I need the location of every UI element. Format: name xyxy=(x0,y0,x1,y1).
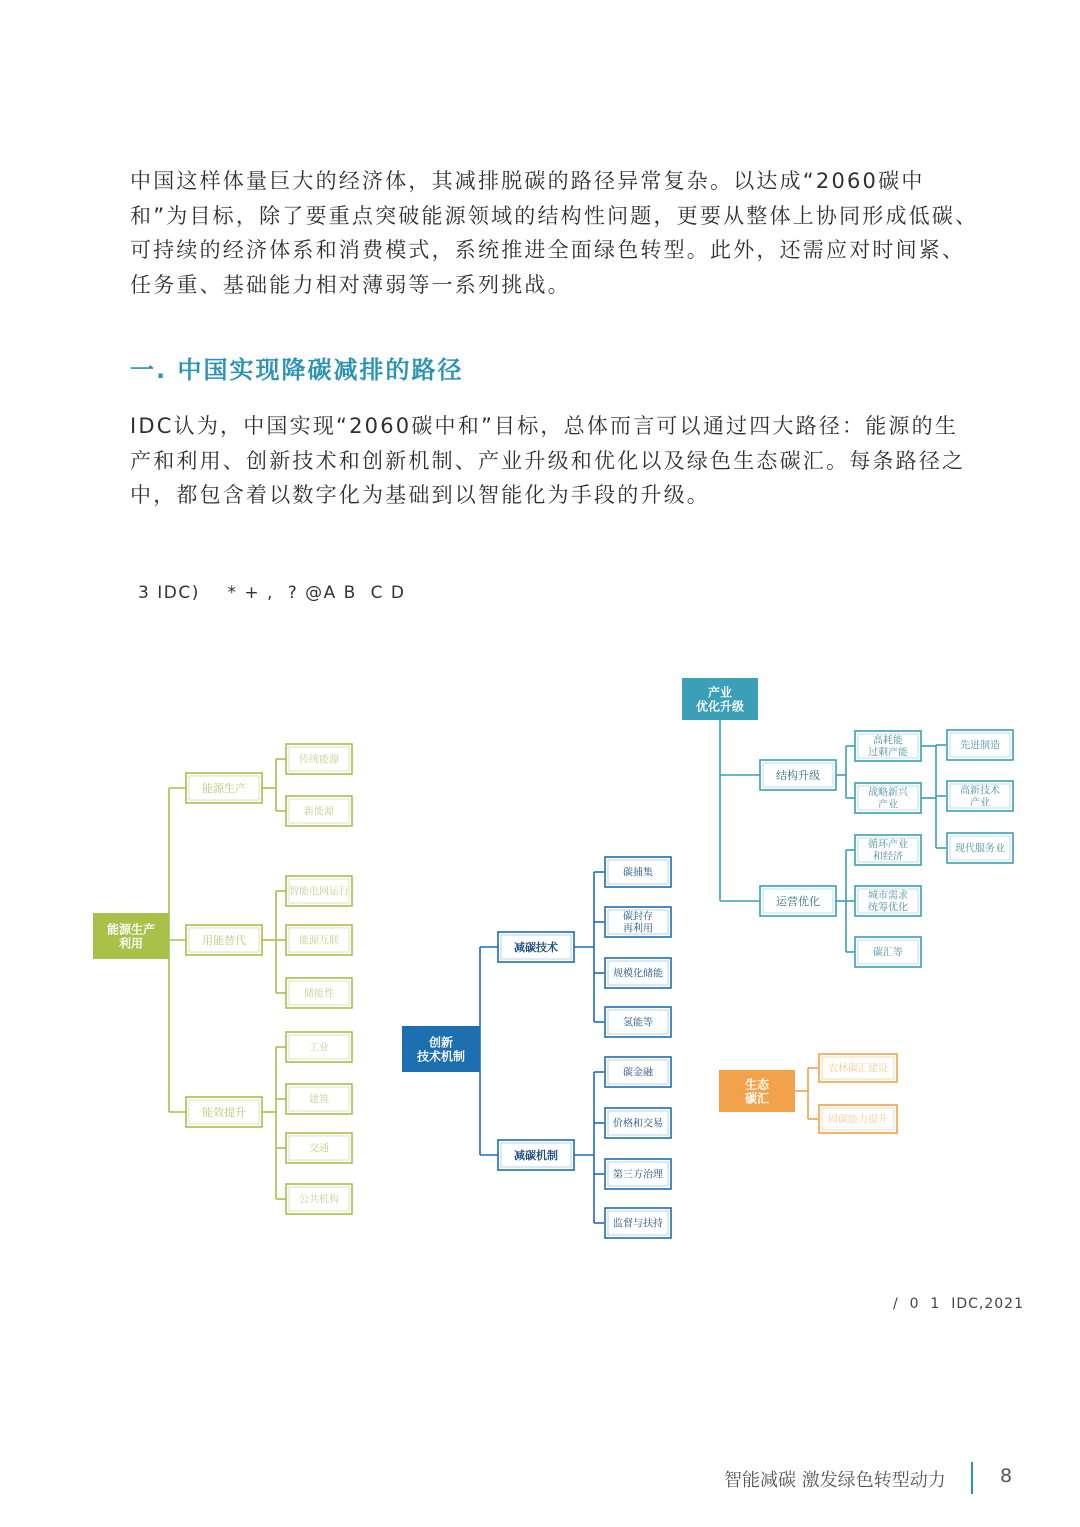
innovation-leaf-node xyxy=(605,1159,671,1189)
industry-leaf-node-label: 过剩产能 xyxy=(868,747,908,759)
industry-leaf-node-label: 战略新兴 xyxy=(868,787,908,799)
intro-paragraph: 中国这样体量巨大的经济体，其减排脱碳的路径异常复杂。以达成“2060碳中和”为目标，除了要重点突破能源领域的结构性问题，更要从整体上协同形成低碳、可持续的经济体系和消费模式，系统推进全面绿色转型。此外，还需应对时间紧、任务重、基础能力相对薄弱等一系列挑战。 xyxy=(130,169,979,297)
industry-leaf-node-label: 和经济 xyxy=(873,851,903,863)
energy-branch-node xyxy=(186,925,262,955)
ecology-root-node xyxy=(719,1070,795,1112)
innovation-leaf-node-label: 规模化储能 xyxy=(613,968,663,980)
energy-leaf-node xyxy=(286,925,352,955)
industry-far-leaf-node xyxy=(947,730,1013,760)
innovation-leaf-node-label: 第三方治理 xyxy=(613,1169,663,1181)
innovation-leaf-node-label: 监督与扶持 xyxy=(613,1218,663,1230)
energy-leaf-node xyxy=(286,1133,352,1163)
energy-leaf-node xyxy=(286,1032,352,1062)
innovation-leaf-node xyxy=(605,857,671,887)
energy-leaf-node xyxy=(286,876,352,906)
industry-leaf-node xyxy=(855,886,921,916)
industry-branch-node xyxy=(760,886,836,916)
energy-root-node-label: 利用 xyxy=(118,936,144,951)
energy-leaf-node xyxy=(286,1184,352,1214)
industry-root-node xyxy=(682,678,758,720)
ecology-leaf-node-label: 固碳能力提升 xyxy=(828,1114,888,1126)
innovation-leaf-node-label: 碳金融 xyxy=(623,1067,653,1079)
energy-branch-node xyxy=(186,1097,262,1127)
industry-leaf-node-label: 城市需求 xyxy=(868,890,908,902)
carbon-reduction-path-diagram xyxy=(0,640,1080,1240)
energy-leaf-node-label: 公共机构 xyxy=(299,1194,339,1206)
energy-branch-node-label: 用能替代 xyxy=(202,933,246,947)
industry-far-leaf-node xyxy=(947,833,1013,863)
ecology-leaf-node xyxy=(819,1054,897,1082)
energy-branch-node xyxy=(186,773,262,803)
energy-leaf-node-label: 建筑 xyxy=(309,1094,329,1106)
ecology-root-node-label: 碳汇 xyxy=(744,1091,770,1106)
energy-leaf-node-label: 智能电网运行 xyxy=(289,886,349,898)
innovation-leaf-node xyxy=(605,958,671,988)
innovation-leaf-node xyxy=(605,1007,671,1037)
industry-leaf-node-label: 碳汇等 xyxy=(873,947,903,959)
innovation-leaf-node-label: 碳捕集 xyxy=(623,867,653,879)
idc-paragraph: IDC认为，中国实现“2060碳中和”目标，总体而言可以通过四大路径：能源的生产和利用、创新技术和创新机制、产业升级和优化以及绿色生态碳汇。每条路径之中，都包含着以数字化为基础到以智能化为手段的升级。 xyxy=(130,414,966,507)
section-heading: 一. 中国实现降碳减排的路径 xyxy=(130,356,464,384)
page-number: 8 xyxy=(1000,1465,1013,1487)
industry-leaf-node-label: 高耗能 xyxy=(873,735,903,747)
industry-leaf-node xyxy=(855,937,921,967)
innovation-root-node-label: 创新 xyxy=(428,1035,454,1050)
innovation-leaf-node xyxy=(605,1108,671,1138)
innovation-leaf-node xyxy=(605,1208,671,1238)
ecology-root-node-label: 生态 xyxy=(744,1077,770,1092)
energy-branch-node-label: 能源生产 xyxy=(202,781,246,795)
industry-leaf-node xyxy=(855,835,921,865)
energy-leaf-node xyxy=(286,1084,352,1114)
innovation-root-node xyxy=(402,1026,480,1072)
energy-leaf-node-label: 能源互联 xyxy=(299,935,339,947)
innovation-branch-node xyxy=(498,932,574,962)
industry-branch-node xyxy=(760,760,836,790)
energy-leaf-node-label: 工业 xyxy=(309,1042,329,1054)
innovation-root-node-label: 技术机制 xyxy=(416,1049,466,1064)
energy-leaf-node xyxy=(286,978,352,1008)
energy-leaf-node xyxy=(286,796,352,826)
energy-leaf-node xyxy=(286,744,352,774)
industry-leaf-node xyxy=(855,731,921,761)
innovation-leaf-node-label: 价格和交易 xyxy=(613,1118,663,1130)
innovation-leaf-node-label: 再利用 xyxy=(623,923,653,935)
energy-root-node-label: 能源生产 xyxy=(106,922,156,937)
industry-far-leaf-node-label: 产业 xyxy=(970,797,990,809)
innovation-branch-node-label: 减碳机制 xyxy=(514,1148,558,1162)
industry-leaf-node xyxy=(855,783,921,813)
energy-leaf-node-label: 传统能源 xyxy=(299,754,339,766)
industry-far-leaf-node-label: 现代服务业 xyxy=(955,843,1005,855)
industry-leaf-node-label: 统筹优化 xyxy=(868,902,908,914)
ecology-leaf-node xyxy=(819,1105,897,1133)
energy-root-node xyxy=(93,913,169,959)
industry-leaf-node-label: 循环产业 xyxy=(868,839,908,851)
innovation-branch-node xyxy=(498,1140,574,1170)
industry-branch-node-label: 结构升级 xyxy=(776,768,820,782)
energy-branch-node-label: 能效提升 xyxy=(202,1105,246,1119)
industry-root-node-label: 产业 xyxy=(707,685,733,700)
industry-far-leaf-node-label: 高新技术 xyxy=(960,785,1000,797)
ecology-leaf-node-label: 农林碳汇建设 xyxy=(828,1063,888,1075)
footer-divider xyxy=(971,1462,973,1494)
industry-far-leaf-node xyxy=(947,781,1013,811)
innovation-leaf-node-label: 氢能等 xyxy=(623,1017,653,1029)
industry-leaf-node-label: 产业 xyxy=(878,799,898,811)
innovation-branch-node-label: 减碳技术 xyxy=(514,940,558,954)
energy-leaf-node-label: 新能源 xyxy=(304,806,334,818)
energy-leaf-node-label: 储能性 xyxy=(304,988,334,1000)
energy-leaf-node-label: 交通 xyxy=(309,1143,329,1155)
footer-report-title: 智能减碳 激发绿色转型动力 xyxy=(724,1470,946,1491)
industry-far-leaf-node-label: 先进制造 xyxy=(960,740,1000,752)
industry-root-node-label: 优化升级 xyxy=(695,699,745,714)
innovation-leaf-node xyxy=(605,1057,671,1087)
figure-caption: 3 IDC) * + , ? @A B C D xyxy=(138,583,406,603)
industry-branch-node-label: 运营优化 xyxy=(776,894,820,908)
innovation-leaf-node-label: 碳封存 xyxy=(623,911,653,923)
innovation-leaf-node xyxy=(605,907,671,937)
figure-source: / 0 1 IDC,2021 xyxy=(893,1296,1024,1312)
